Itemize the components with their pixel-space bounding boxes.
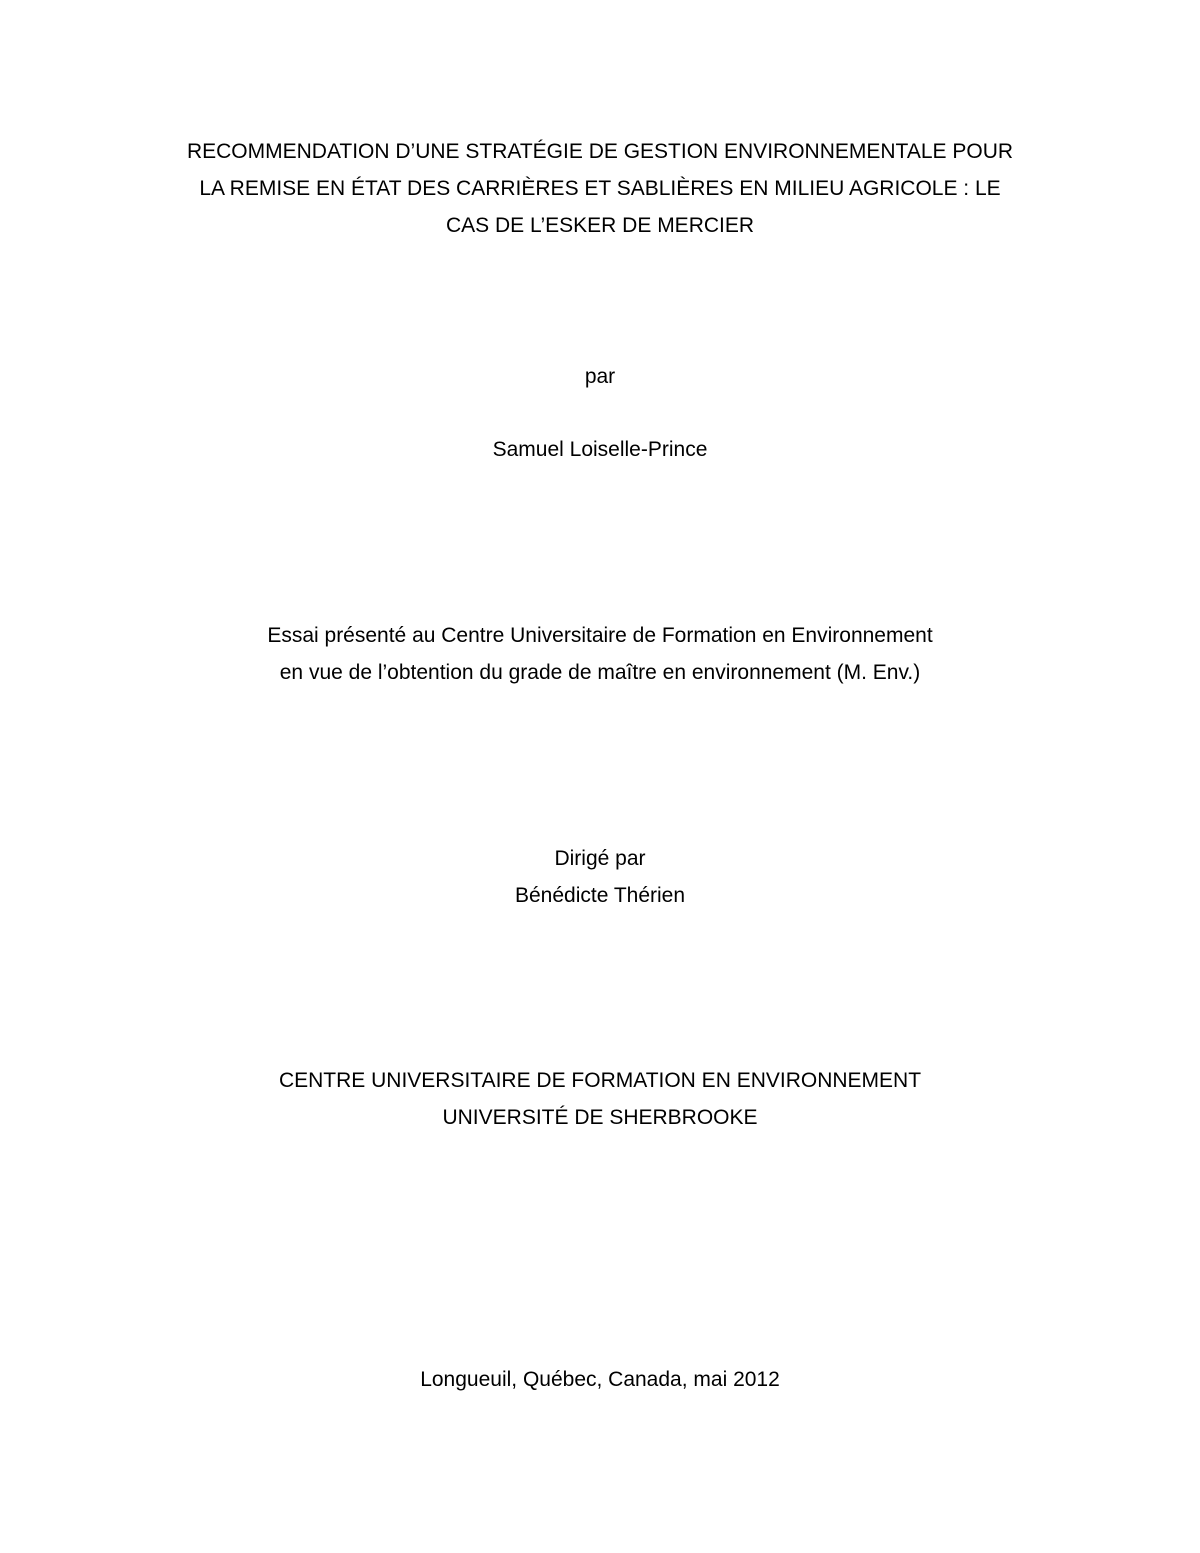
title-line-1: RECOMMENDATION D’UNE STRATÉGIE DE GESTION ENVIRONNEMENTALE POUR	[186, 140, 1014, 163]
place-date: Longueuil, Québec, Canada, mai 2012	[420, 1368, 780, 1391]
supervised-by-label: Dirigé par	[554, 847, 646, 870]
supervisor-name: Bénédicte Thérien	[514, 884, 686, 907]
purpose-line-2: en vue de l’obtention du grade de maître en environnement (M. Env.)	[279, 661, 921, 684]
purpose-line-1: Essai présenté au Centre Universitaire de Formation en Environnement	[267, 624, 933, 647]
title-line-2: LA REMISE EN ÉTAT DES CARRIÈRES ET SABLIÈRES EN MILIEU AGRICOLE : LE	[199, 177, 1001, 200]
by-label: par	[584, 365, 616, 388]
institution-line-1: CENTRE UNIVERSITAIRE DE FORMATION EN ENVIRONNEMENT	[278, 1069, 922, 1092]
institution-line-2: UNIVERSITÉ DE SHERBROOKE	[442, 1106, 758, 1129]
title-line-3: CAS DE L’ESKER DE MERCIER	[445, 214, 755, 237]
author-name: Samuel Loiselle-Prince	[492, 438, 708, 461]
